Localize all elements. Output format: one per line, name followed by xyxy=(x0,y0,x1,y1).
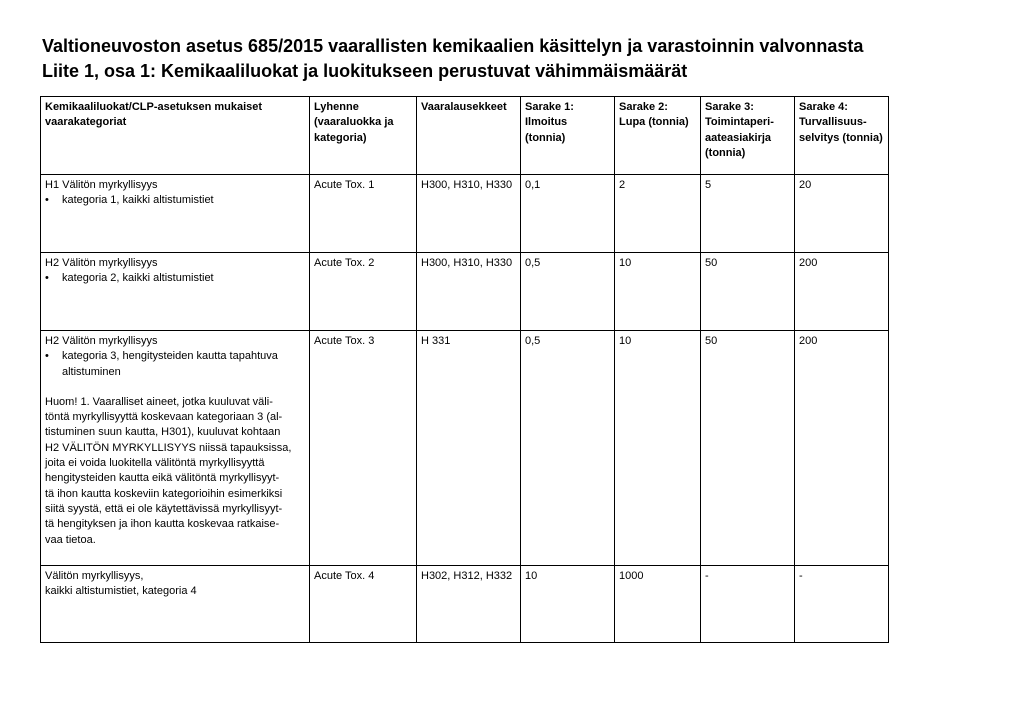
category-name: H2 Välitön myrkyllisyys xyxy=(45,257,158,269)
category-name: Välitön myrkyllisyys, xyxy=(45,570,144,582)
bullet-item xyxy=(45,349,305,380)
header-abbreviation: Lyhenne (vaaraluokka ja kategoria) xyxy=(310,97,417,175)
note-line: Huom! 1. Vaaralliset aineet, jotka kuuluvat väli- xyxy=(45,395,273,408)
abbreviation-cell: Acute Tox. 4 xyxy=(310,566,417,643)
header-column-4: Sarake 4: Turvallisuus-selvitys (tonnia) xyxy=(795,97,889,175)
note-line: tistuminen suun kautta, H301), kuuluvat kohtaan xyxy=(45,426,281,439)
note-line: töntä myrkyllisyyttä koskevaan kategoriaan 3 (al- xyxy=(45,411,283,424)
note-text xyxy=(45,395,305,548)
table-row xyxy=(41,566,889,643)
column-3-cell: 50 xyxy=(701,331,795,566)
bullet-item xyxy=(45,193,305,208)
category-cell xyxy=(41,253,310,331)
note-line: hengitysteiden kautta eikä välitöntä myrkyllisyyt- xyxy=(45,472,280,485)
hazard-cell: H 331 xyxy=(417,331,521,566)
header-category: Kemikaaliluokat/CLP-asetuksen mukaiset vaarakategoriat xyxy=(41,97,310,175)
column-4-cell: 200 xyxy=(795,331,889,566)
document-subtitle: Liite 1, osa 1: Kemikaaliluokat ja luokitukseen perustuvat vähimmäismäärät xyxy=(42,61,688,81)
column-2-cell: 10 xyxy=(615,331,701,566)
header-column-1: Sarake 1: Ilmoitus (tonnia) xyxy=(521,97,615,175)
bullet-text: kategoria 1, kaikki altistumistiet xyxy=(62,194,214,207)
abbreviation-cell: Acute Tox. 2 xyxy=(310,253,417,331)
category-cell xyxy=(41,331,310,566)
note-line: tä ihon kautta koskeviin kategorioihin esimerkiksi xyxy=(45,487,283,500)
bullet-icon: • xyxy=(45,194,49,207)
note-line: tä hengityksen ja ihon kautta koskevaa ratkaise- xyxy=(45,518,280,531)
header-column-2: Sarake 2: Lupa (tonnia) xyxy=(615,97,701,175)
hazard-cell: H300, H310, H330 xyxy=(417,175,521,253)
category-cell xyxy=(41,175,310,253)
note-line: siitä syystä, että ei ole käytettävissä myrkyllisyyt- xyxy=(45,502,283,515)
bullet-item xyxy=(45,271,305,286)
column-3-cell: 50 xyxy=(701,253,795,331)
chemical-classes-table xyxy=(40,96,889,643)
column-3-cell: - xyxy=(701,566,795,643)
category-name: H2 Välitön myrkyllisyys xyxy=(45,335,158,347)
column-1-cell: 0,1 xyxy=(521,175,615,253)
title-block xyxy=(42,34,942,84)
abbreviation-cell: Acute Tox. 3 xyxy=(310,331,417,566)
column-2-cell: 2 xyxy=(615,175,701,253)
table-header-row xyxy=(41,97,889,175)
note-line: joita ei voida luokitella välitöntä myrkyllisyyttä xyxy=(45,457,265,470)
column-2-cell: 1000 xyxy=(615,566,701,643)
bullet-text: altistuminen xyxy=(62,365,121,378)
abbreviation-cell: Acute Tox. 1 xyxy=(310,175,417,253)
column-1-cell: 10 xyxy=(521,566,615,643)
category-cell xyxy=(41,566,310,643)
column-3-cell: 5 xyxy=(701,175,795,253)
hazard-cell: H302, H312, H332 xyxy=(417,566,521,643)
category-name: kaikki altistumistiet, kategoria 4 xyxy=(45,585,197,598)
column-1-cell: 0,5 xyxy=(521,253,615,331)
document-title: Valtioneuvoston asetus 685/2015 vaarallisten kemikaalien käsittelyn ja varastoinnin valvonnasta xyxy=(42,36,864,56)
table-row xyxy=(41,331,889,566)
hazard-cell: H300, H310, H330 xyxy=(417,253,521,331)
column-1-cell: 0,5 xyxy=(521,331,615,566)
bullet-text: kategoria 3, hengitysteiden kautta tapahtuva xyxy=(62,350,278,363)
bullet-icon: • xyxy=(45,350,49,363)
column-4-cell: 200 xyxy=(795,253,889,331)
note-line: H2 VÄLITÖN MYRKYLLISYYS niissä tapauksissa, xyxy=(45,441,292,454)
note-line: vaa tietoa. xyxy=(45,533,96,546)
table-row xyxy=(41,253,889,331)
column-4-cell: - xyxy=(795,566,889,643)
bullet-text: kategoria 2, kaikki altistumistiet xyxy=(62,272,214,285)
column-4-cell: 20 xyxy=(795,175,889,253)
header-column-3: Sarake 3: Toimintaperi-aateasiakirja (tonnia) xyxy=(701,97,795,175)
header-hazard-statements: Vaaralausekkeet xyxy=(417,97,521,175)
bullet-icon: • xyxy=(45,272,49,285)
category-name: H1 Välitön myrkyllisyys xyxy=(45,179,158,191)
table-row xyxy=(41,175,889,253)
column-2-cell: 10 xyxy=(615,253,701,331)
